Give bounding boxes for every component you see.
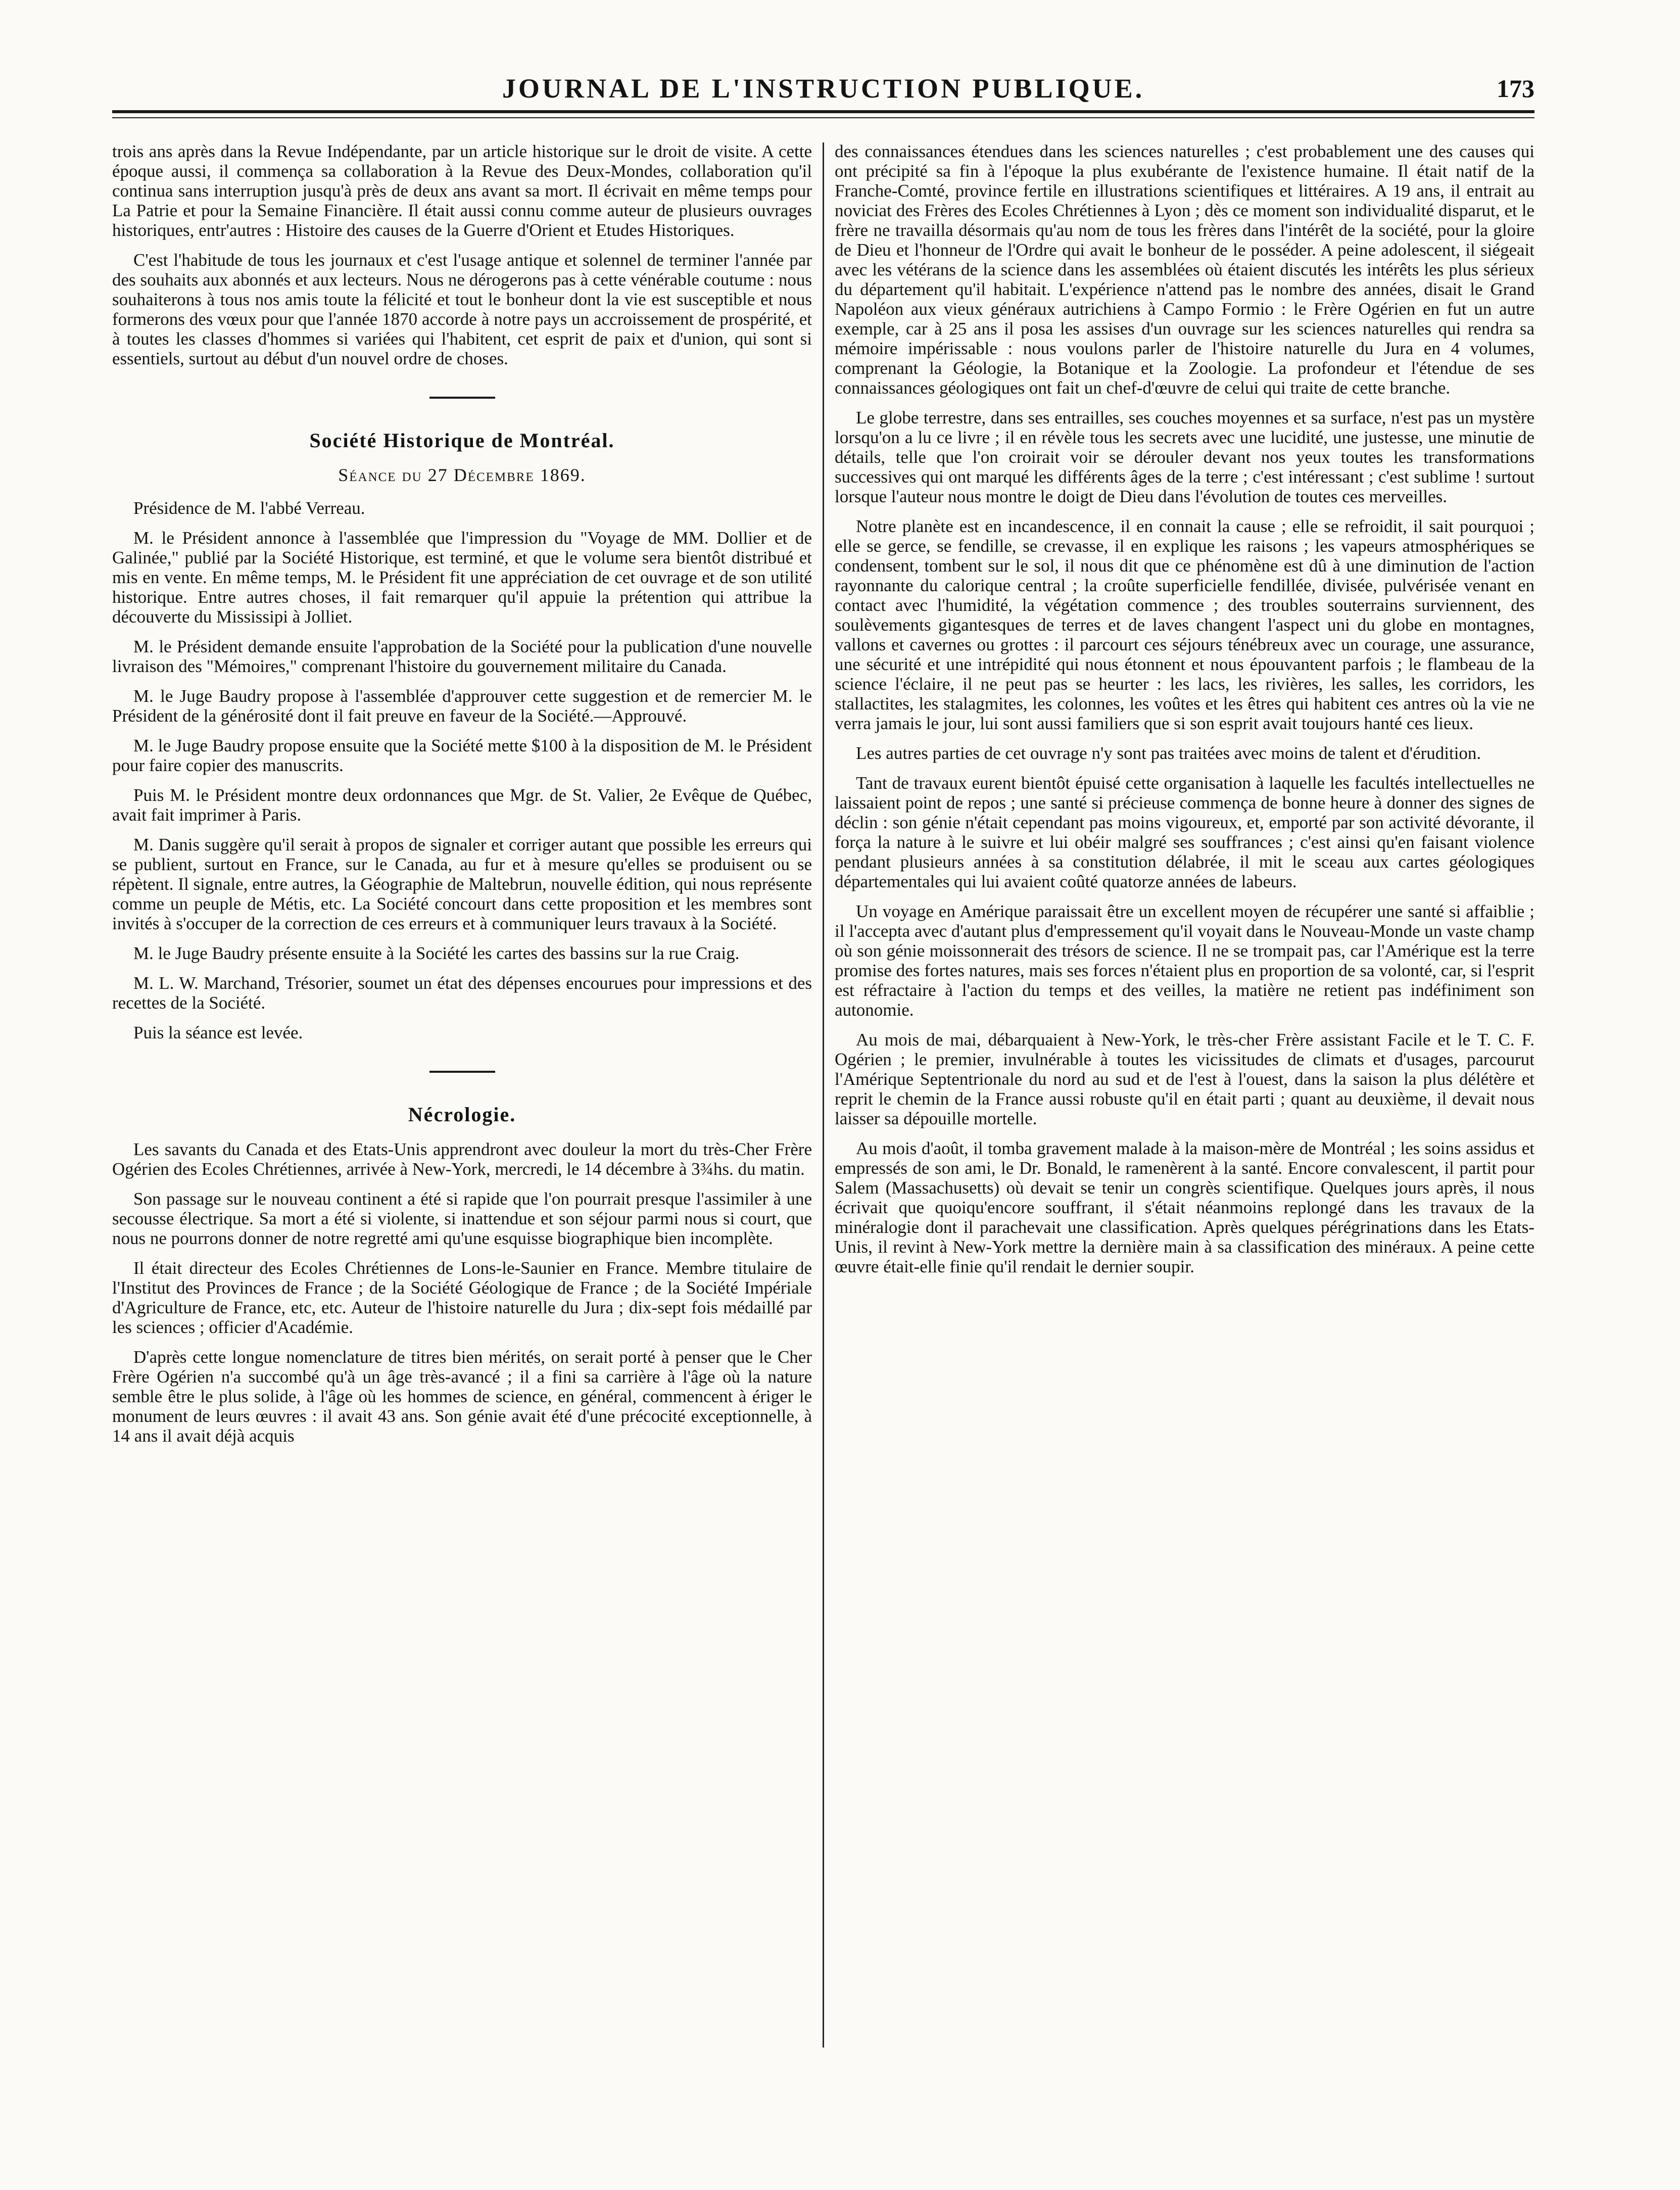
necrologie-paragraph: Son passage sur le nouveau continent a été si rapide que l'on pourrait presque l'assimiler à une secousse électrique. Sa mort a été si violente, si inattendue et son séjour parmi nous si court, que nous ne pourrons donner de notre regretté ami qu'une esquisse biographique bien incomplète.: [112, 1189, 812, 1248]
biography-paragraph: des connaissances étendues dans les sciences naturelles ; c'est probablement une des causes qui ont précipité sa fin à l'époque la plus exubérante de l'existence humaine. Il était natif de la Franche-Comté, province fertile en illustrations scientifiques et littéraires. A 19 ans, il entrait au noviciat des Frères des Ecoles Chrétiennes à Lyon ; dès ce moment son individualité disparut, et le frère ne travailla désormais qu'au nom de tous les frères dans l'intérêt de la société, pour la gloire de Dieu et l'honneur de l'Ordre qui avait le bonheur de le posséder. A peine adolescent, il siégeait avec les vétérans de la science dans les assemblées où étaient discutés les intérêts les plus sérieux du département qu'il habitait. L'expérience n'attend pas le nombre des années, disait le Grand Napoléon aux vieux généraux autrichiens à Campo Formio : le Frère Ogérien en fut un autre exemple, car à 25 ans il posa les assises d'un ouvrage sur les sciences naturelles qui rendra sa mémoire impérissable : nous voulons parler de l'histoire naturelle du Jura en 4 volumes, comprenant la Géologie, la Botanique et la Zoologie. La profondeur et l'étendue de ses connaissances géologiques ont fait un chef-d'œuvre de celui qui traite de cette branche.: [835, 141, 1534, 398]
societe-paragraph: M. Danis suggère qu'il serait à propos de signaler et corriger autant que possible les erreurs qui se publient, surtout en France, sur le Canada, au fur et à mesure qu'elles se produisent ou se répètent. Il signale, entre autres, la Géographie de Maltebrun, nouvelle édition, qui nous représente comme un peuple de Métis, etc. La Société concourt dans cette proposition et les membres sont invités à s'occuper de la correction de ces erreurs et à communiquer leurs travaux à la Société.: [112, 835, 812, 933]
header-rule-thick: [112, 110, 1534, 113]
societe-paragraph: Présidence de M. l'abbé Verreau.: [133, 498, 365, 518]
right-column: [835, 141, 1534, 2082]
biography-paragraph: Un voyage en Amérique paraissait être un excellent moyen de récupérer une santé si affaiblie ; il l'accepta avec d'autant plus d'empressement qu'il voyait dans le Nouveau-Monde un vaste champ où son génie moissonnerait des trésors de science. Il ne se trompait pas, car l'Amérique est la terre promise des fortes natures, mais ses forces n'étaient plus en proportion de sa volonté, car, si l'esprit est réfractaire à l'action du temps et des veilles, la matière ne retient pas indéfiniment son autonomie.: [835, 901, 1534, 1020]
header-rule-thin: [112, 117, 1534, 118]
necrologie-paragraph: D'après cette longue nomenclature de titres bien mérités, on serait porté à penser que le Cher Frère Ogérien n'a succombé qu'à un âge très-avancé ; il a fini sa carrière à l'âge où la nature semble être le plus solide, à l'âge où les hommes de science, en général, commencent à ériger le monument de leurs œuvres : il avait 43 ans. Son génie avait été d'une précocité exceptionnelle, à 14 ans il avait déjà acquis: [112, 1347, 812, 1446]
intro-paragraph-continued: trois ans après dans la Revue Indépendante, par un article historique sur le droit de visite. A cette époque aussi, il commença sa collaboration à la Revue des Deux-Mondes, collaboration qu'il continua sans interruption jusqu'à près de deux ans avant sa mort. Il écrivait en même temps pour La Patrie et pour la Semaine Financière. Il était aussi connu comme auteur de plusieurs ouvrages historiques, entr'autres : Histoire des causes de la Guerre d'Orient et Etudes Historiques.: [112, 141, 812, 240]
biography-paragraph: Au mois de mai, débarquaient à New-York, le très-cher Frère assistant Facile et le T. C. F. Ogérien ; le premier, invulnérable à toutes les vicissitudes de climats et d'usages, parcourut l'Amérique Septentrionale du nord au sud et de l'est à l'ouest, dans la saison la plus délétère et reprit le chemin de la France aussi robuste qu'il en était parti ; quant au deuxième, il devait nous laisser sa dépouille mortelle.: [835, 1030, 1534, 1128]
column-divider: [823, 142, 824, 2048]
societe-paragraph: M. le Juge Baudry propose ensuite que la Société mette $100 à la disposition de M. le Président pour faire copier des manuscrits.: [112, 736, 812, 775]
session-date: Séance du 27 Décembre 1869.: [338, 465, 586, 485]
left-column: [112, 141, 812, 2082]
page-header: [112, 71, 1534, 106]
section-separator: [429, 1071, 495, 1073]
necrologie-paragraph: Il était directeur des Ecoles Chrétiennes de Lons-le-Saunier en France. Membre titulaire de l'Institut des Provinces de France ; de la Société Géologique de France ; de la Société Impériale d'Agriculture de France, etc, etc. Auteur de l'histoire naturelle du Jura ; dix-sept fois médaillé par les sciences ; officier d'Académie.: [112, 1258, 812, 1337]
societe-paragraph: M. le Juge Baudry propose à l'assemblée d'approuver cette suggestion et de remercier M. le Président de la générosité dont il fait preuve en faveur de la Société.—Approuvé.: [112, 686, 812, 726]
societe-paragraph: Puis la séance est levée.: [133, 1023, 303, 1042]
societe-paragraph: M. le Juge Baudry présente ensuite à la Société les cartes des bassins sur la rue Craig.: [133, 943, 740, 963]
section-title-necrologie: Nécrologie.: [408, 1103, 516, 1126]
intro-paragraph-new-year: C'est l'habitude de tous les journaux et c'est l'usage antique et solennel de terminer l'année par des souhaits aux abonnés et aux lecteurs. Nous ne dérogerons pas à cette vénérable coutume : nous souhaiterons à tous nos amis toute la félicité et tout le bonheur dont la vie est susceptible et nous formerons des vœux pour que l'année 1870 accorde à notre pays un accroissement de prospérité, et à toutes les classes d'hommes si variées qui l'habitent, cet esprit de paix et d'union, qui sont si essentiels, surtout au début d'un nouvel ordre de choses.: [112, 250, 812, 368]
journal-title: JOURNAL DE L'INSTRUCTION PUBLIQUE.: [502, 73, 1145, 104]
section-title-societe: Société Historique de Montréal.: [309, 429, 615, 452]
section-separator: [429, 397, 495, 399]
biography-paragraph: Au mois d'août, il tomba gravement malade à la maison-mère de Montréal ; les soins assidus et empressés de son ami, le Dr. Bonald, le ramenèrent à la santé. Encore convalescent, il partit pour Salem (Massachusetts) où devait se tenir un congrès scientifique. Quelques jours après, il nous écrivait que quoiqu'encore souffrant, il s'était néanmoins replongé dans les travaux de la minéralogie dont il parachevait une classification. Après quelques pérégrinations dans les Etats-Unis, il revint à New-York mettre la dernière main à sa classification des minéraux. A peine cette œuvre était-elle finie qu'il rendait le dernier soupir.: [835, 1138, 1534, 1276]
societe-paragraph: M. le Président annonce à l'assemblée que l'impression du "Voyage de MM. Dollier et de Galinée," publié par la Société Historique, est terminé, et que le volume sera bientôt distribué et mis en vente. En même temps, M. le Président fit une appréciation de cet ouvrage et de son utilité historique. Entre autres choses, il fait remarquer qu'il appuie la prétention qui attribue la découverte du Mississipi à Jolliet.: [112, 528, 812, 627]
societe-paragraph: M. le Président demande ensuite l'approbation de la Société pour la publication d'une nouvelle livraison des "Mémoires," comprenant l'histoire du gouvernement militaire du Canada.: [112, 637, 812, 676]
biography-paragraph: Les autres parties de cet ouvrage n'y sont pas traitées avec moins de talent et d'érudition.: [856, 743, 1481, 763]
biography-paragraph: Le globe terrestre, dans ses entrailles, ses couches moyennes et sa surface, n'est pas un mystère lorsqu'on a lu ce livre ; il en révèle tous les secrets avec une lucidité, une justesse, une minutie de détails, telle que l'on croirait voir se dérouler devant nos yeux toutes les transformations successives qui ont marqué les différents âges de la terre ; c'est intéressant ; c'est sublime ! surtout lorsque l'auteur nous montre le doigt de Dieu dans l'évolution de toutes ces merveilles.: [835, 408, 1534, 506]
societe-paragraph: M. L. W. Marchand, Trésorier, soumet un état des dépenses encourues pour impressions et des recettes de la Société.: [112, 973, 812, 1013]
biography-paragraph: Tant de travaux eurent bientôt épuisé cette organisation à laquelle les facultés intellectuelles ne laissaient point de repos ; une santé si précieuse commença de bonne heure à donner des signes de déclin : son génie n'était cependant pas moins vigoureux, et, emporté par son activité dévorante, il força la nature à le suivre et lui obéir malgré ses souffrances ; c'est ainsi qu'en faisant violence pendant plusieurs années à sa constitution délabrée, il mit le sceau aux cartes géologiques départementales qui lui avaient coûté quatorze années de labeurs.: [835, 773, 1534, 891]
biography-paragraph: Notre planète est en incandescence, il en connait la cause ; elle se refroidit, il sait pourquoi ; elle se gerce, se fendille, se crevasse, il en explique les raisons ; les vapeurs atmosphériques se condensent, tombent sur le sol, il nous dit que ce phénomène est dû à une diminution de l'action rayonnante du calorique central ; la croûte superficielle fendillée, divisée, pulvérisée venant en contact avec l'humidité, la végétation commence ; des troubles souterrains surviennent, des soulèvements gigantesques de terres et de laves changent l'aspect uni du globe en montagnes, vallons et cavernes ou grottes : il parcourt ces séjours ténébreux avec un courage, une assurance, une sécurité et une intrépidité qui nous étonnent et nous épouvantent parfois ; le flambeau de la science l'éclaire, il ne peut pas se heurter : les lacs, les rivières, les salles, les corridors, les stallactites, les stalagmites, les colonnes, les voûtes et les êtres qui habitent ces antres où la vie ne verra jamais le jour, lui sont aussi familiers que si son esprit avait toujours hanté ces lieux.: [835, 516, 1534, 733]
page-number: 173: [1497, 74, 1534, 103]
societe-paragraph: Puis M. le Président montre deux ordonnances que Mgr. de St. Valier, 2e Evêque de Québec, avait fait imprimer à Paris.: [112, 785, 812, 825]
necrologie-paragraph: Les savants du Canada et des Etats-Unis apprendront avec douleur la mort du très-Cher Frère Ogérien des Ecoles Chrétiennes, arrivée à New-York, mercredi, le 14 décembre à 3¾hs. du matin.: [112, 1139, 812, 1179]
